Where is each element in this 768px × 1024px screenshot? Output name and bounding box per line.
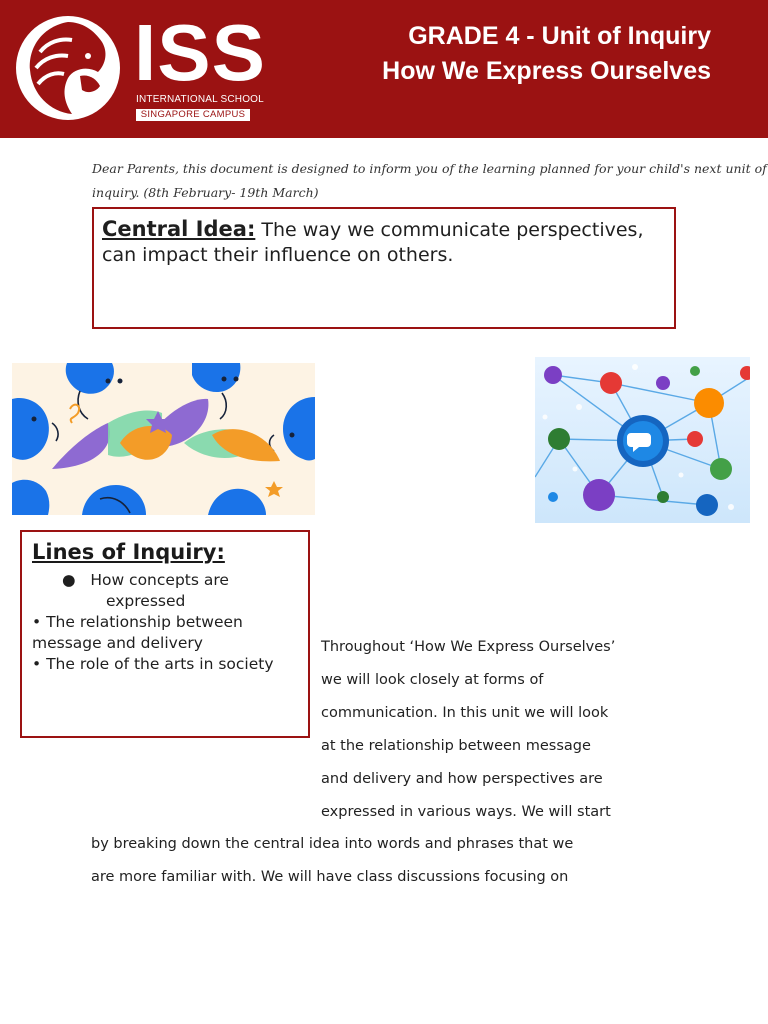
page-header xyxy=(0,0,768,138)
list-item: • The role of the arts in society xyxy=(32,655,274,673)
lion-logo-icon xyxy=(14,12,122,124)
body-line: and delivery and how perspectives are xyxy=(321,771,603,787)
central-idea-text: The way we communicate perspectives, can impact their influence on others. xyxy=(102,219,644,266)
lines-of-inquiry-box xyxy=(20,530,310,738)
intro-line: inquiry. (8th February- 19th March) xyxy=(92,185,319,200)
central-idea xyxy=(102,217,666,268)
body-line: are more familiar with. We will have class discussions focusing on xyxy=(91,869,569,885)
list-item-text: expressed xyxy=(106,592,186,610)
body-paragraph xyxy=(321,631,681,829)
lines-of-inquiry-title: Lines of Inquiry: xyxy=(32,540,225,564)
list-item-text: How concepts are xyxy=(90,571,229,589)
list-item: • The relationship between message and delivery xyxy=(32,613,243,652)
body-line: at the relationship between message xyxy=(321,738,591,754)
intro-line: Dear Parents, this document is designed to inform you of the learning planned for your child's next unit of xyxy=(92,161,767,176)
logo-wordmark: ISS xyxy=(134,8,266,97)
school-name: INTERNATIONAL SCHOOL xyxy=(136,94,264,105)
intro-paragraph xyxy=(92,157,767,205)
body-paragraph-continued xyxy=(91,828,691,894)
body-line: communication. In this unit we will look xyxy=(321,705,609,721)
communication-network-illustration xyxy=(535,357,750,523)
list-item xyxy=(32,570,300,612)
body-line: we will look closely at forms of xyxy=(321,672,544,688)
body-line: Throughout ‘How We Express Ourselves’ xyxy=(321,639,616,655)
speech-bubbles-people-illustration xyxy=(12,363,315,515)
central-idea-box xyxy=(92,207,676,329)
page-title: GRADE 4 - Unit of Inquiry xyxy=(408,22,711,50)
campus-badge: SINGAPORE CAMPUS xyxy=(136,109,250,121)
central-idea-label: Central Idea: xyxy=(102,217,256,241)
bullet-icon: ● xyxy=(62,571,91,589)
body-line: expressed in various ways. We will start xyxy=(321,804,611,820)
body-line: by breaking down the central idea into words and phrases that we xyxy=(91,836,574,852)
unit-title: How We Express Ourselves xyxy=(382,57,711,85)
